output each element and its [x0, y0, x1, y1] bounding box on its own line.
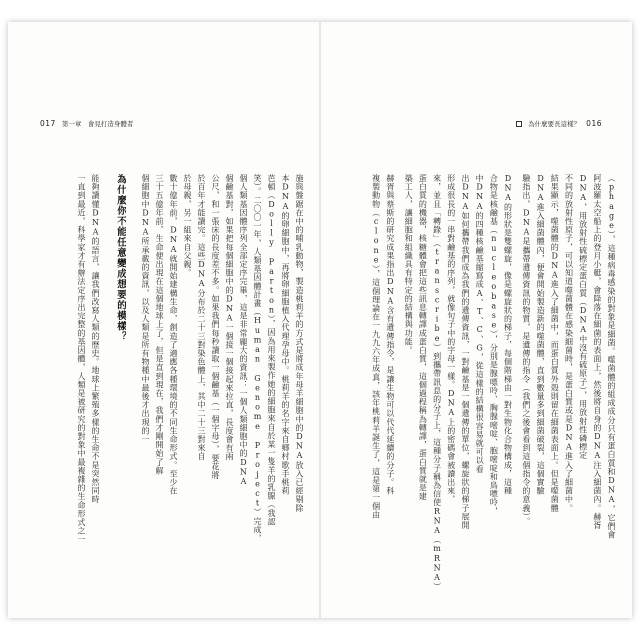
text-column: DNA，用放射性硫標定蛋白質（DNA中沒有硫原子），用放射性磷標定	[578, 174, 588, 460]
text-column: 能夠讀懂DNA的語言，讓我們改寫人類的歷史。地球上繁殖多樣的生命不是突然同時	[91, 174, 100, 504]
text-column: 本DNA的卵細胞中，再將卵細胞植入代理孕母中。桃莉羊的名字來自鄉村歌手桃莉	[281, 174, 290, 496]
right-running-head: 為什麼要長這樣？	[528, 120, 581, 128]
text-column: DNA進入細菌體內，便會開始製造新的噬菌體，直到數量多到細菌破裂，這個實驗	[536, 174, 546, 496]
text-column: 赫胥與蔡斯的研究成果指出DNA含有遺傳指令，是讓生物可以代代延續的分子。科	[385, 174, 395, 496]
text-column: 三十五億年前，生命便出現在這個地球上了，但是直到現在，我們才剛開始了解	[155, 174, 164, 475]
text-column: 複製動物（clone），這個理論在一九九六年成真，該年桃莉羊誕生了，這是第一個由	[371, 174, 381, 519]
text-column: 合物是核鹼基（nucleobase），分別是腺嘌呤、胸腺嘧啶、胞嘧啶和鳥嘌呤，	[489, 174, 499, 516]
text-column: 阿波羅太空船上的登月小艇，會降落在細菌的表面上，然後將自身的DNA注入細菌內。赫胥	[592, 174, 602, 530]
text-column: （phage），這種病毒感染的對象是細菌。噬菌體的組成成分只有蛋白質和DNA，它們會	[607, 174, 616, 540]
right-page-body	[344, 174, 616, 614]
book-spread	[8, 22, 632, 618]
left-page-header	[40, 120, 133, 128]
text-column: DNA的形狀是雙螺旋，像是螺旋狀的梯子，每個階梯由一對生物化合物構成，這種	[503, 174, 513, 496]
text-column: 中DNA的四種核鹼基縮寫成A、T、C、G，從這樣的結構很容易就可以看	[475, 174, 485, 474]
right-page-number: 016	[586, 119, 602, 128]
right-page-header	[516, 120, 602, 128]
section-spacer	[130, 174, 136, 614]
text-column: 個細胞中DNA所承載的資訊，以及人類是所有物種中最後才出現的一	[141, 174, 150, 444]
text-column: 於百年才能讀完。這些DNA分布於二十三對染色體上，其中二十三對來自	[197, 174, 206, 461]
section-heading: 為什麼你不能任意變成想要的模樣？	[115, 174, 126, 342]
text-column: 施與盤踞在中的哺乳動物，製造桃莉羊的方式是將成年母羊細胞中的DNA放入已經剔除	[295, 174, 304, 513]
left-page-number: 017	[40, 119, 56, 128]
text-column: 結果顯示，噬菌體的DNA進入了細菌中，而蛋白質外殼則留在細菌表面上。但是噬菌體	[550, 174, 560, 513]
text-column: 個人類基因體序列全部定序完畢，這是非常龐大的資訊：一個人類細胞中的DNA	[239, 174, 248, 487]
left-page-body	[68, 174, 304, 614]
text-column: 一直到最近，科學家才有辦法定序出完整的基因體，人類是被研究的對象中最複雜的生命形式之一	[77, 174, 86, 544]
text-column: 出DNA如何攜帶我們成為我們的遺傳資訊，一對鹼基是一個遺傳的單位，螺旋狀的梯子展開	[460, 174, 470, 530]
text-column: 築工人，讓細胞和組織具有特定的結構與功能。	[404, 174, 414, 355]
section-spacer	[104, 174, 110, 614]
left-running-head: 第一章 會見打造身體者	[61, 120, 134, 128]
text-column: 個鹼基對，如果把每個細胞中的DNA一個接一個接起來拉直，長度會有兩	[225, 174, 234, 461]
text-column: 來，並且「轉錄」（transcribe）到攜帶訊息的分子上，這種分子稱為信使RNA（mRNA）	[432, 174, 442, 592]
text-column: 形成很長的一串對鹼基的序列，就像句子中的字母一樣。DNA上的密碼會被讀出來，	[446, 174, 456, 504]
chapter-mark-icon	[516, 121, 522, 127]
text-column: 公尺，和一張床的長度差不多。如果我們每秒讀取一個鹼基（一個字母），要花將	[211, 174, 220, 480]
page-gutter	[319, 22, 321, 618]
text-column: 數十億年前，DNA就開始建構生命，創造了適應各種環境的不同生命形式。至少在	[169, 174, 178, 496]
text-column: 蛋白質的機器，核糖體會把這些訊息轉譯成蛋白質，這個過程稱為轉譯，蛋白質就是建	[418, 174, 428, 501]
text-column: 於母親，另一組來自父親。	[183, 174, 192, 278]
text-column: 不同的放射性原子，可以知道噬菌體在感染細菌時，是蛋白質或是DNA進入了細菌中。	[564, 174, 574, 513]
text-column: 笑）。二〇〇一年，人類基因體計畫（Human Genome Project）完成，	[253, 174, 262, 543]
text-column: 驗指出，DNA是攜帶遺傳資訊的物質，是遺傳的指令（我們之後會看到這個指令的意義）。	[521, 174, 531, 526]
text-column: 芭頓（Dolly Parton），因為用來製作她的細胞來自於某一隻羊的乳腺（我認	[267, 174, 276, 526]
